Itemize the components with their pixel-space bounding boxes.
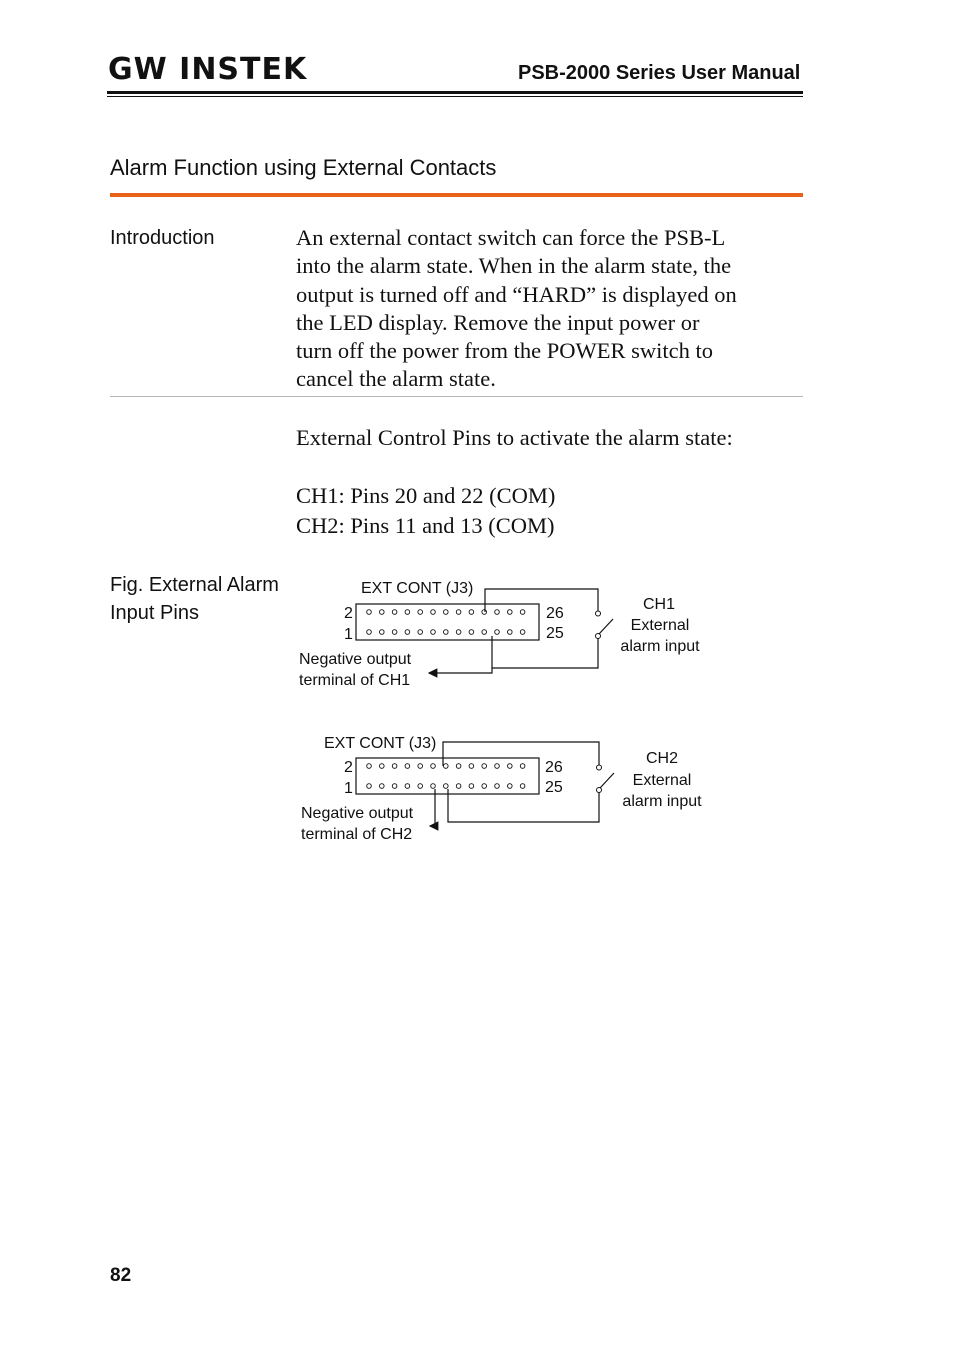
section-divider	[110, 193, 803, 197]
ch1-connector-pin	[380, 610, 385, 615]
intro-line: output is turned off and “HARD” is displayed on	[296, 281, 737, 307]
ch1-connector-pin	[456, 610, 461, 615]
ch1-connector-pin	[456, 630, 461, 635]
ch2-connector-pin	[508, 784, 513, 789]
ch2-connector-pin	[405, 784, 410, 789]
ch2-connector-pin	[495, 764, 500, 769]
ch2-connector-label: EXT CONT (J3)	[324, 735, 437, 752]
ch1-connector-pin	[469, 630, 474, 635]
ch2-connector-pin	[431, 784, 436, 789]
ch2-connector-pin	[482, 764, 487, 769]
ch2-connector-pin	[469, 764, 474, 769]
ch2-connector-pin	[392, 784, 397, 789]
ch2-connector-pin	[456, 784, 461, 789]
ch1-pin-1-label: 1	[344, 626, 353, 643]
ch2-connector-pin	[367, 784, 372, 789]
ch2-pin-grid	[367, 764, 525, 789]
ch1-negative-arrow	[429, 668, 492, 673]
ch2-connector-pin	[431, 764, 436, 769]
ch1-connector-pin	[482, 610, 487, 615]
ch2-connector-pin	[495, 784, 500, 789]
ch2-pin-2-label: 2	[344, 759, 353, 776]
ch1-negative-label-1: Negative output	[299, 651, 412, 668]
figure-label-line: Input Pins	[110, 602, 199, 624]
manual-title: PSB-2000 Series User Manual	[518, 62, 801, 84]
ch2-pin-26-label: 26	[545, 759, 563, 776]
ch1-connector-pin	[444, 630, 449, 635]
ch1-alarm-label-3: alarm input	[620, 638, 700, 655]
ch1-connector-pin	[405, 630, 410, 635]
header-rule-thick	[107, 91, 803, 94]
ch2-switch-blade	[600, 773, 614, 788]
ch2-connector-pin	[508, 764, 513, 769]
ch1-connector-pin	[431, 630, 436, 635]
ch2-switch-terminal-top	[597, 765, 602, 770]
introduction-label: Introduction	[110, 227, 215, 249]
intro-divider	[110, 396, 803, 397]
ch1-connector-pin	[392, 630, 397, 635]
ch1-negative-label-2: terminal of CH1	[299, 672, 411, 689]
ch2-connector-pin	[520, 764, 525, 769]
figure-label-line: Fig. External Alarm	[110, 574, 279, 596]
ch1-pin-grid	[367, 610, 525, 635]
figure-label	[110, 571, 279, 627]
ch1-connector-pin	[418, 630, 423, 635]
ch2-connector-pin	[405, 764, 410, 769]
header-rule-thin	[107, 96, 803, 97]
ch2-connector-pin	[469, 784, 474, 789]
ch2-connector-pin	[418, 764, 423, 769]
ch1-alarm-label-1: CH1	[642, 596, 676, 613]
ch1-connector-pin	[367, 610, 372, 615]
intro-line: turn off the power from the POWER switch to	[296, 338, 714, 364]
ch2-pin-1-label: 1	[344, 780, 353, 797]
pins-ch1: CH1: Pins 20 and 22 (COM)	[296, 483, 556, 508]
ch2-negative-label-2: terminal of CH2	[301, 826, 413, 843]
ch1-connector-pin	[444, 610, 449, 615]
brand-logo: GW INSTEK	[108, 52, 308, 87]
ch1-connector-pin	[482, 630, 487, 635]
ch2-alarm-label-2: External	[632, 772, 692, 789]
ch2-diagram	[301, 735, 702, 843]
intro-line: An external contact switch can force the PSB-L	[296, 225, 726, 250]
ch1-switch-terminal-bottom	[596, 634, 601, 639]
ch1-alarm-wire-bottom	[492, 636, 598, 668]
ch1-connector-pin	[431, 610, 436, 615]
ch1-connector-pin	[520, 630, 525, 635]
ch2-alarm-label-1: CH2	[645, 750, 679, 767]
ch1-connector-pin	[405, 610, 410, 615]
ch1-connector-pin	[508, 610, 513, 615]
ch2-negative-label-1: Negative output	[301, 805, 414, 822]
ch1-alarm-wire-top	[485, 589, 598, 612]
ch1-connector-body	[356, 604, 539, 640]
ch1-connector-pin	[520, 610, 525, 615]
ch2-connector-pin	[380, 764, 385, 769]
ch1-connector-pin	[380, 630, 385, 635]
intro-line: the LED display. Remove the input power or	[296, 309, 700, 335]
ch1-alarm-label-2: External	[630, 617, 690, 634]
page-number: 82	[110, 1265, 132, 1286]
ch1-switch-blade	[599, 619, 613, 634]
introduction-text	[296, 224, 806, 394]
ch1-connector-label: EXT CONT (J3)	[361, 580, 474, 597]
ch1-connector-pin	[495, 630, 500, 635]
ch2-connector-pin	[520, 784, 525, 789]
ch2-connector-pin	[444, 764, 449, 769]
pins-ch2: CH2: Pins 11 and 13 (COM)	[296, 513, 555, 538]
ch1-connector-pin	[418, 610, 423, 615]
ch1-switch-terminal-top	[596, 611, 601, 616]
ch1-connector-pin	[495, 610, 500, 615]
ch2-switch-terminal-bottom	[597, 788, 602, 793]
ch2-connector-pin	[444, 784, 449, 789]
ch2-connector-pin	[482, 784, 487, 789]
pins-heading: External Control Pins to activate the alarm state:	[296, 425, 733, 450]
ch2-pin-25-label: 25	[545, 779, 563, 796]
ch2-connector-pin	[418, 784, 423, 789]
ch2-alarm-wire-top	[443, 742, 599, 766]
ch1-connector-pin	[392, 610, 397, 615]
ch1-connector-pin	[469, 610, 474, 615]
ch2-connector-pin	[367, 764, 372, 769]
ch1-pin-26-label: 26	[546, 605, 564, 622]
intro-line: cancel the alarm state.	[296, 366, 496, 392]
ch2-connector-pin	[456, 764, 461, 769]
ch1-pin-25-label: 25	[546, 625, 564, 642]
ch1-connector-pin	[508, 630, 513, 635]
ch1-diagram	[299, 580, 700, 689]
ch2-connector-body	[356, 758, 539, 794]
intro-line: into the alarm state. When in the alarm state, the	[296, 253, 732, 279]
ch2-connector-pin	[392, 764, 397, 769]
section-title: Alarm Function using External Contacts	[110, 155, 497, 180]
ch2-connector-pin	[380, 784, 385, 789]
ch2-alarm-label-3: alarm input	[622, 793, 702, 810]
ch1-pin-2-label: 2	[344, 605, 353, 622]
external-alarm-diagram	[295, 575, 735, 850]
ch1-connector-pin	[367, 630, 372, 635]
